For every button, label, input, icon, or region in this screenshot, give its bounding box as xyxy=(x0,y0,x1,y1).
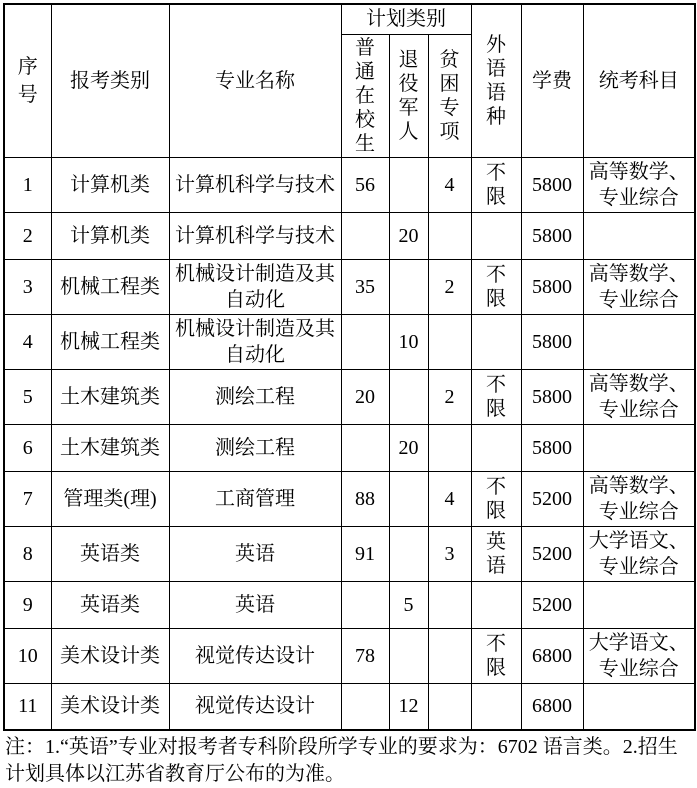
cell-subjects: 高等数学、专业综合 xyxy=(583,471,695,526)
cell-category: 美术设计类 xyxy=(51,683,169,730)
table-row xyxy=(4,369,695,424)
cell-major: 机械设计制造及其自动化 xyxy=(169,259,341,314)
cell-category: 土木建筑类 xyxy=(51,424,169,471)
cell-major: 测绘工程 xyxy=(169,369,341,424)
cell-language xyxy=(471,683,521,730)
header-regular xyxy=(341,34,389,157)
footnote: 注：1.“英语”专业对报考者专科阶段所学专业的要求为：6702 语言类。2.招生计划具体以江苏省教育厅公布的为准。 xyxy=(5,736,678,785)
cell-poverty: 4 xyxy=(428,471,471,526)
cell-regular: 56 xyxy=(341,157,389,212)
cell-tuition: 5800 xyxy=(521,157,583,212)
header-major: 专业名称 xyxy=(169,4,341,157)
cell-poverty xyxy=(428,581,471,628)
cell-poverty: 2 xyxy=(428,369,471,424)
cell-category: 计算机类 xyxy=(51,212,169,259)
cell-regular: 20 xyxy=(341,369,389,424)
cell-major: 计算机科学与技术 xyxy=(169,212,341,259)
table-header xyxy=(4,4,695,157)
cell-poverty: 2 xyxy=(428,259,471,314)
cell-poverty: 4 xyxy=(428,157,471,212)
cell-category: 机械工程类 xyxy=(51,314,169,369)
cell-tuition: 6800 xyxy=(521,683,583,730)
cell-poverty xyxy=(428,683,471,730)
cell-regular xyxy=(341,581,389,628)
table-row xyxy=(4,212,695,259)
cell-index: 7 xyxy=(4,471,51,526)
cell-poverty xyxy=(428,628,471,683)
cell-tuition: 5200 xyxy=(521,526,583,581)
cell-subjects xyxy=(583,683,695,730)
cell-tuition: 5800 xyxy=(521,424,583,471)
cell-veteran: 20 xyxy=(389,212,428,259)
table-row xyxy=(4,314,695,369)
table-row xyxy=(4,628,695,683)
cell-veteran xyxy=(389,369,428,424)
cell-tuition: 5200 xyxy=(521,581,583,628)
cell-regular: 78 xyxy=(341,628,389,683)
cell-major: 英语 xyxy=(169,526,341,581)
table-row xyxy=(4,471,695,526)
cell-subjects: 大学语文、专业综合 xyxy=(583,526,695,581)
header-index-text: 序号 xyxy=(17,55,38,106)
cell-veteran: 10 xyxy=(389,314,428,369)
cell-regular xyxy=(341,314,389,369)
cell-regular xyxy=(341,212,389,259)
cell-category: 机械工程类 xyxy=(51,259,169,314)
cell-regular: 88 xyxy=(341,471,389,526)
cell-major: 计算机科学与技术 xyxy=(169,157,341,212)
cell-major: 机械设计制造及其自动化 xyxy=(169,314,341,369)
cell-language xyxy=(471,369,521,424)
cell-index: 9 xyxy=(4,581,51,628)
header-poverty xyxy=(428,34,471,157)
cell-language-text: 不限 xyxy=(486,263,507,310)
cell-index: 4 xyxy=(4,314,51,369)
cell-category: 英语类 xyxy=(51,526,169,581)
cell-tuition: 5800 xyxy=(521,212,583,259)
cell-subjects xyxy=(583,212,695,259)
cell-category: 美术设计类 xyxy=(51,628,169,683)
header-category: 报考类别 xyxy=(51,4,169,157)
header-language-text: 外语语种 xyxy=(486,33,507,128)
cell-language-text: 不限 xyxy=(486,632,507,679)
cell-language xyxy=(471,424,521,471)
cell-veteran: 12 xyxy=(389,683,428,730)
header-subjects: 统考科目 xyxy=(583,4,695,157)
cell-veteran: 20 xyxy=(389,424,428,471)
cell-index: 1 xyxy=(4,157,51,212)
header-row-top xyxy=(4,4,695,34)
cell-index: 10 xyxy=(4,628,51,683)
cell-tuition: 5800 xyxy=(521,369,583,424)
cell-regular xyxy=(341,424,389,471)
table-row xyxy=(4,526,695,581)
cell-tuition: 5800 xyxy=(521,314,583,369)
cell-major: 测绘工程 xyxy=(169,424,341,471)
cell-tuition: 5200 xyxy=(521,471,583,526)
cell-category: 土木建筑类 xyxy=(51,369,169,424)
header-tuition: 学费 xyxy=(521,4,583,157)
cell-regular xyxy=(341,683,389,730)
cell-major: 视觉传达设计 xyxy=(169,628,341,683)
cell-category: 英语类 xyxy=(51,581,169,628)
cell-subjects: 大学语文、专业综合 xyxy=(583,628,695,683)
cell-index: 11 xyxy=(4,683,51,730)
header-language xyxy=(471,4,521,157)
header-poverty-text: 贫困专项 xyxy=(439,48,460,143)
cell-major: 工商管理 xyxy=(169,471,341,526)
cell-language xyxy=(471,471,521,526)
table-row xyxy=(4,157,695,212)
cell-major: 英语 xyxy=(169,581,341,628)
header-plan-group: 计划类别 xyxy=(341,4,471,34)
cell-category: 计算机类 xyxy=(51,157,169,212)
cell-veteran xyxy=(389,471,428,526)
cell-language xyxy=(471,314,521,369)
cell-category: 管理类(理) xyxy=(51,471,169,526)
cell-language xyxy=(471,212,521,259)
cell-language xyxy=(471,157,521,212)
header-regular-text: 普通在校生 xyxy=(355,36,375,155)
cell-regular: 35 xyxy=(341,259,389,314)
table-row xyxy=(4,683,695,730)
cell-index: 5 xyxy=(4,369,51,424)
cell-language-text: 英语 xyxy=(486,530,507,577)
enrollment-plan-table xyxy=(3,3,696,731)
cell-poverty xyxy=(428,212,471,259)
cell-subjects: 高等数学、专业综合 xyxy=(583,157,695,212)
table-body xyxy=(4,157,695,730)
cell-veteran xyxy=(389,628,428,683)
table-row xyxy=(4,581,695,628)
cell-language xyxy=(471,526,521,581)
cell-index: 6 xyxy=(4,424,51,471)
table-row xyxy=(4,259,695,314)
cell-poverty xyxy=(428,314,471,369)
cell-index: 8 xyxy=(4,526,51,581)
cell-index: 2 xyxy=(4,212,51,259)
cell-veteran: 5 xyxy=(389,581,428,628)
header-index xyxy=(4,4,51,157)
cell-subjects xyxy=(583,314,695,369)
cell-language xyxy=(471,628,521,683)
header-veteran xyxy=(389,34,428,157)
cell-tuition: 5800 xyxy=(521,259,583,314)
cell-subjects: 高等数学、专业综合 xyxy=(583,369,695,424)
cell-language-text: 不限 xyxy=(486,373,507,420)
cell-veteran xyxy=(389,157,428,212)
cell-veteran xyxy=(389,526,428,581)
header-veteran-text: 退役军人 xyxy=(398,48,419,143)
cell-subjects: 高等数学、专业综合 xyxy=(583,259,695,314)
cell-language-text: 不限 xyxy=(486,161,507,208)
cell-language xyxy=(471,259,521,314)
cell-regular: 91 xyxy=(341,526,389,581)
cell-major: 视觉传达设计 xyxy=(169,683,341,730)
cell-poverty xyxy=(428,424,471,471)
cell-subjects xyxy=(583,424,695,471)
cell-tuition: 6800 xyxy=(521,628,583,683)
cell-index: 3 xyxy=(4,259,51,314)
cell-language xyxy=(471,581,521,628)
cell-veteran xyxy=(389,259,428,314)
cell-poverty: 3 xyxy=(428,526,471,581)
cell-language-text: 不限 xyxy=(486,475,507,522)
cell-subjects xyxy=(583,581,695,628)
table-row xyxy=(4,424,695,471)
